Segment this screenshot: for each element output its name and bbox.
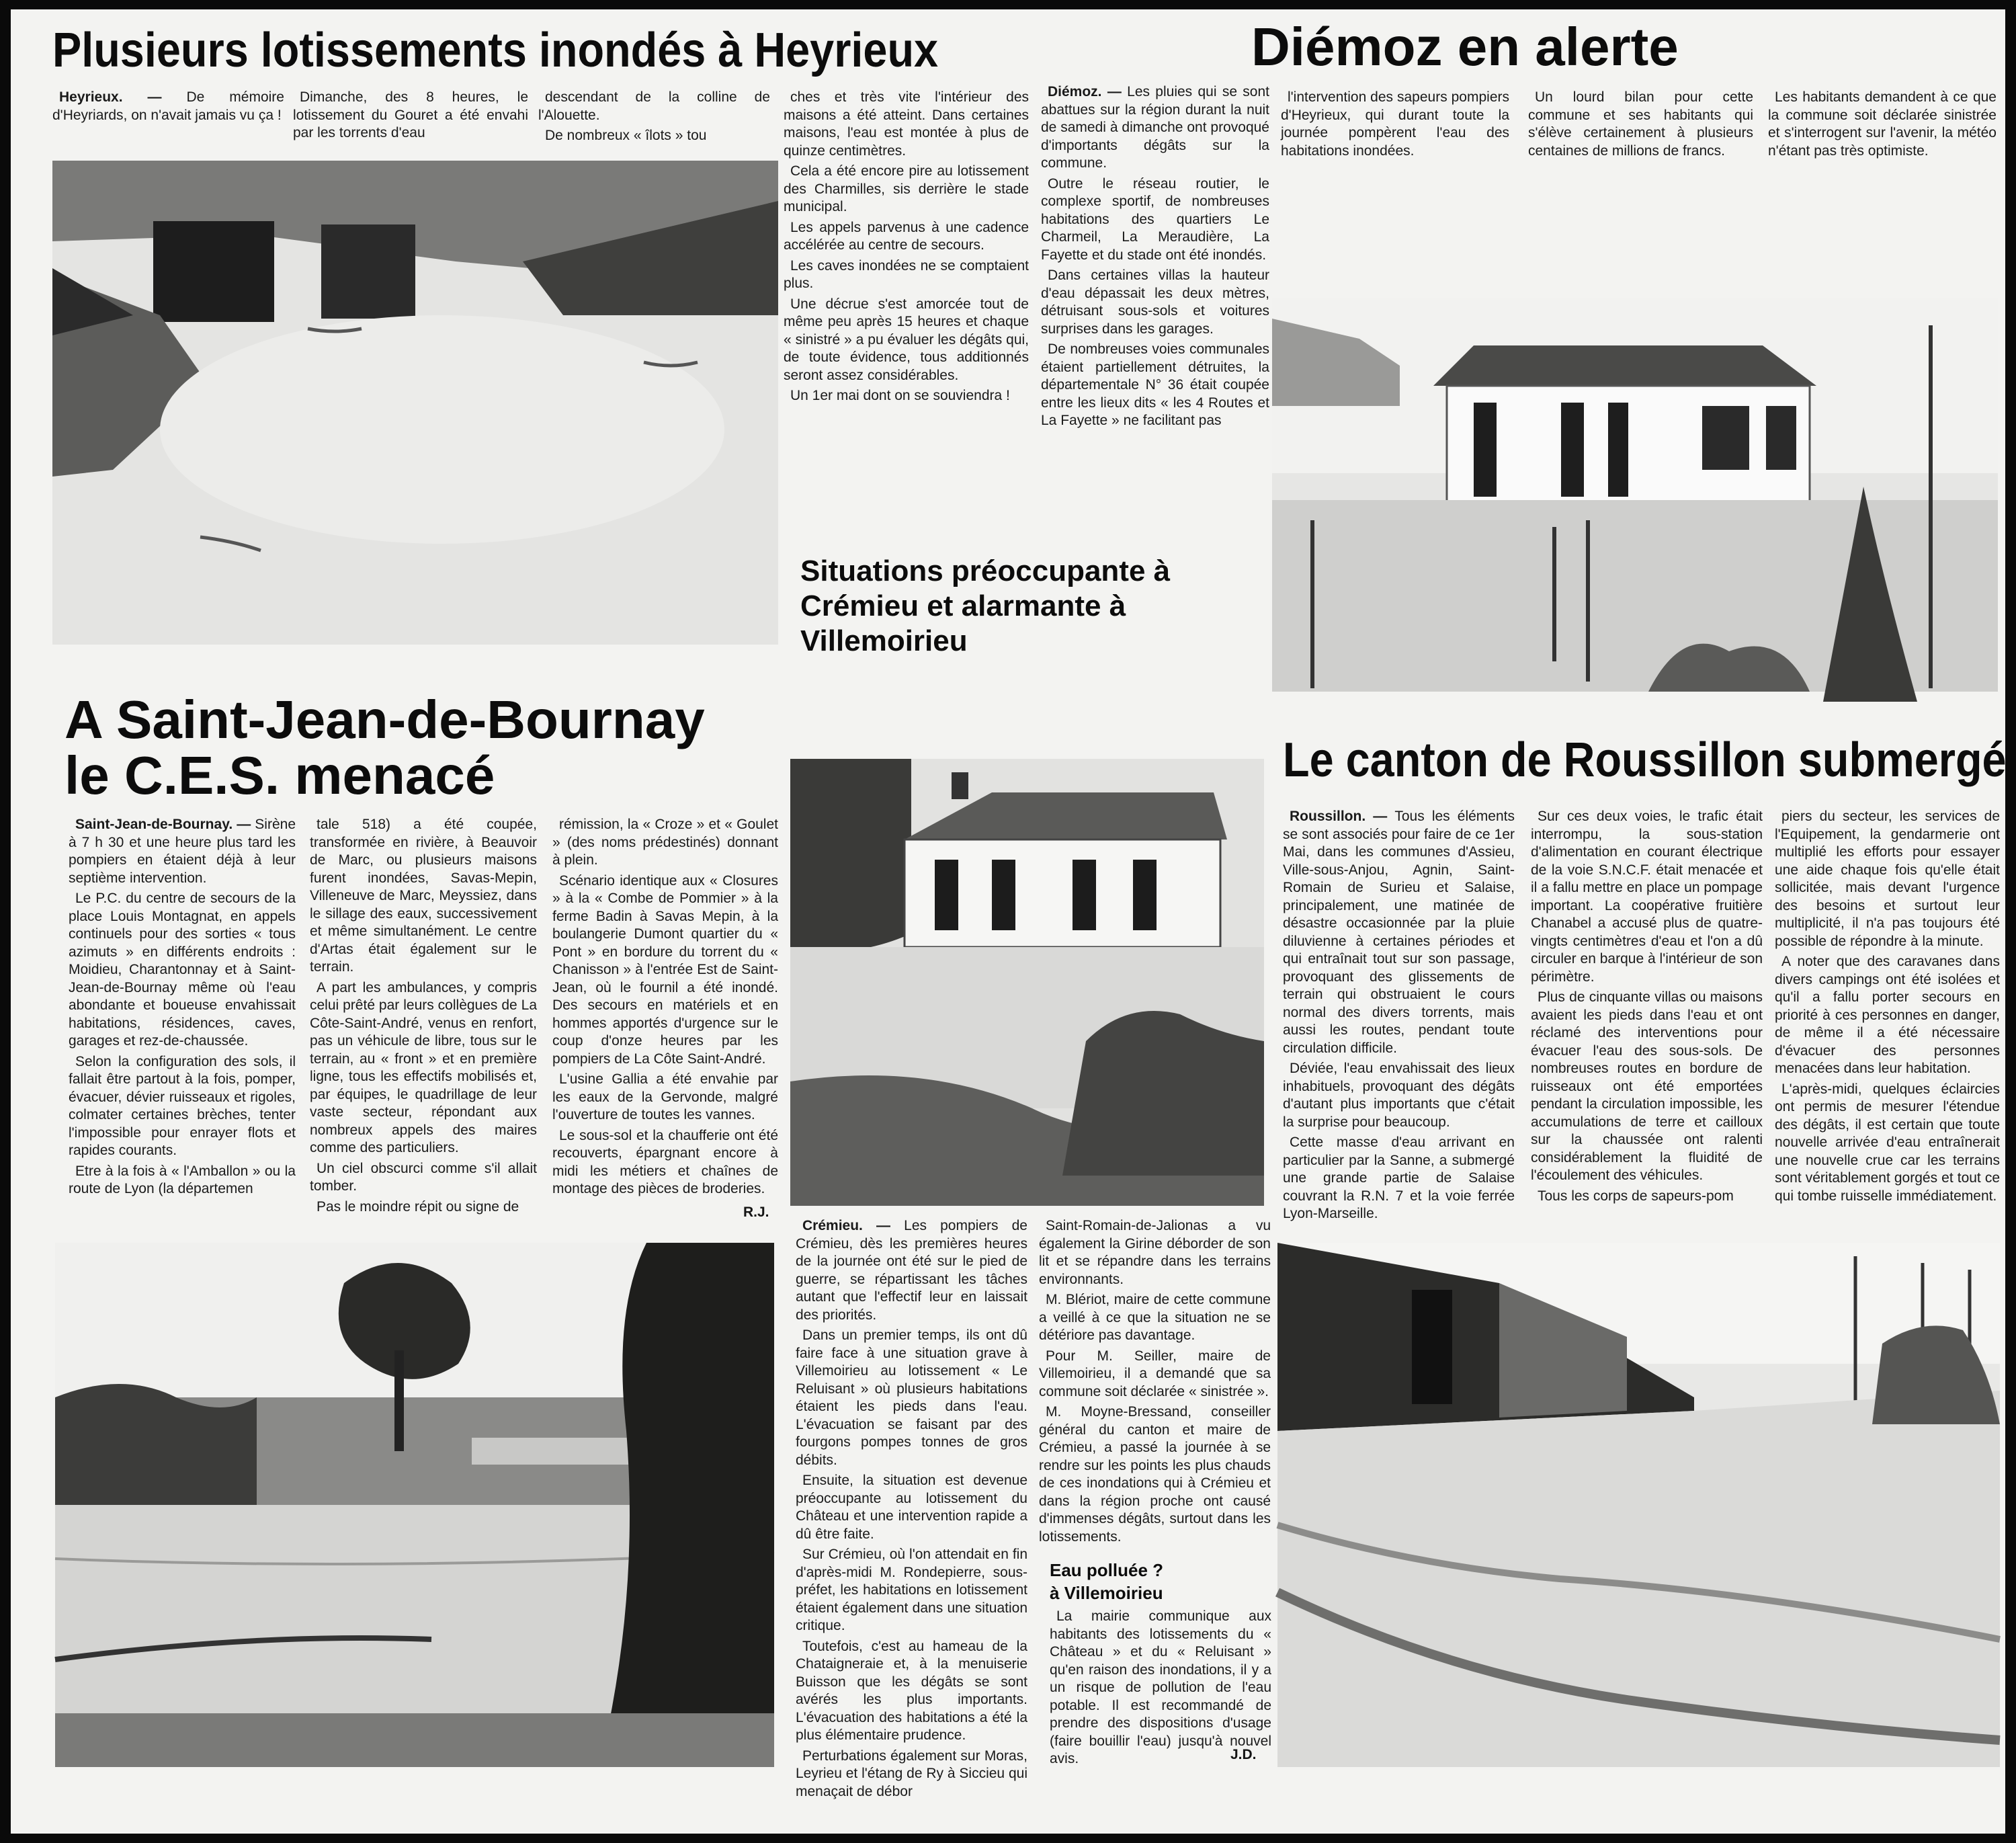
diemoz-col-1-para: Outre le réseau routier, le complexe sportif, de nombreuses habitations des quartiers Le Charmeil, La Meraudière, La Fayette et du stade ont été inondés. — [1041, 175, 1269, 263]
sjb-col-1-lead-text: Sirène à 7 h 30 et une heure plus tard les pompiers en étaient déjà à leur septième intervention. — [69, 817, 296, 886]
diemoz-col-4-text: Les habitants demandent à ce que la commune soit déclarée sinistrée et s'interrogent sur l'avenir, la météo n'étant pas très optimiste. — [1768, 89, 1997, 159]
sjb-headline-line-1: A Saint-Jean-de-Bournay — [65, 690, 705, 749]
sjb-col-1-para: Etre à la fois à « l'Amballon » ou la route de Lyon (la départemen — [69, 1163, 296, 1196]
roussillon-col-1 — [1283, 808, 1515, 1248]
heyrieux-col-2 — [293, 89, 528, 163]
roussillon-dateline: Roussillon. — — [1290, 809, 1395, 824]
newspaper-page — [11, 9, 2005, 1834]
diemoz-headline: Diémoz en alerte — [1251, 17, 1679, 77]
eau-polluee-para: La mairie communique aux habitants des lotissements du « Château » et du « Reluisant » qu'en raison des inondations, il y a un risque de pollution de l'eau potable. Il est recommandé de prendre des dispositions d'usage (faire bouillir l'eau) jusqu'à nouvel avis. — [1050, 1608, 1271, 1766]
heyrieux-col-3-para: De nombreux « îlots » tou — [545, 128, 707, 143]
diemoz-col-4 — [1768, 89, 1997, 169]
cremieu-col-1-para: Dans un premier temps, ils ont dû faire face à une situation grave à Villemoirieu au lotissement « Le Reluisant » où plusieurs habitations étaient les pieds dans l'eau. L'évacuation se faisant par des fourgons pompes tonnes de gros débits. — [796, 1327, 1027, 1468]
diemoz-col-1-para: Dans certaines villas la hauteur d'eau dépassait les deux mètres, détruisant sous-sols et voitures surprises dans les garages. — [1041, 268, 1269, 337]
roussillon-col-2-para: Plus de cinquante villas ou maisons avaient les pieds dans l'eau et ont réclamé des interventions pour évacuer l'eau des sous-sols. De nombreuses routes en bordure de ruisseaux ont été emportées pendant la circulation impossible, les accumulations de terre et cailloux sur la chaussée ont ralenti considérablement la fluidité de l'écoulement des véhicules. — [1531, 989, 1763, 1183]
heyrieux-dateline: Heyrieux. — — [59, 89, 187, 105]
roussillon-col-3 — [1775, 808, 2000, 1248]
diemoz-col-3-text: Un lourd bilan pour cette commune et ses habitants qui s'élève certainement à plusieurs centaines de millions de francs. — [1528, 89, 1753, 159]
cremieu-col-1 — [796, 1217, 1027, 1799]
sjb-col-1 — [69, 816, 296, 1226]
heyrieux-col-1-text: De mémoire d'Heyriards, on n'avait jamais vu ça ! — [52, 89, 284, 123]
cremieu-col-2-para: Pour M. Seiller, maire de Villemoirieu, il a demandé que sa commune soit déclarée « sinistrée ». — [1039, 1348, 1271, 1399]
cremieu-col-1-lead-text: Les pompiers de Crémieu, dès les premières heures de la journée ont été sur le pied de guerre, se répartissant les tâches autant que l'effectif leur en laissait des priorités. — [796, 1218, 1027, 1323]
roussillon-col-1-para: Déviée, l'eau envahissait des lieux inhabituels, provoquant des dégâts d'autant plus importants que c'était la surprise pour beaucoup. — [1283, 1061, 1515, 1130]
roussillon-col-3-para: piers du secteur, les services de l'Equipement, la gendarmerie ont multiplié les efforts pour essayer une aide chaque fois qu'elle était sollicitée, mais devant l'urgence des besoins et surtout leur multiplicité, il n'a pas toujours été possible de répondre à la minute. — [1775, 809, 2000, 949]
heyrieux-col-4-para: Une décrue s'est amorcée tout de même peu après 15 heures et chaque « sinistré » a pu évaluer les dégâts qui, de toute évidence, tous additionnés seront assez considérables. — [784, 296, 1029, 383]
cremieu-col-2-para: Saint-Romain-de-Jalionas a vu également la Girine déborder de son lit et se répandre dans les terrains environnants. — [1039, 1218, 1271, 1287]
sjb-col-3-para: Scénario identique aux « Closures » à la « Combe de Pommier » à la ferme Badin à Savas Mepin, à la boulangerie Dumont quartier du « Pont » en bordure du torrent du « Chanisson » à l'entrée Est de Saint-Jean, où le fournil a été inondé. Des secours en matériels et en hommes apportés d'urgence sur le coup d'onze heures par les pompiers de La Côte Saint-André. — [552, 872, 778, 1067]
cremieu-signature: J.D. — [1230, 1747, 1257, 1762]
diemoz-col-2 — [1281, 89, 1509, 169]
flooded-lotissement-photo — [52, 161, 778, 645]
sjb-col-2-para: Un ciel obscurci comme s'il allait tomber. — [310, 1160, 537, 1194]
heyrieux-headline: Plusieurs lotissements inondés à Heyrieux — [52, 24, 939, 77]
cremieu-col-2 — [1039, 1217, 1271, 1545]
eau-polluee-subhead-line-1: Eau polluée ? — [1050, 1560, 1164, 1580]
heyrieux-col-4 — [784, 89, 1029, 502]
sjb-signature: R.J. — [743, 1204, 769, 1220]
cremieu-col-1-para: Ensuite, la situation est devenue préoccupante au lotissement du Château et une intervention rapide a dû être faite. — [796, 1473, 1027, 1542]
diemoz-dateline: Diémoz. — — [1048, 84, 1128, 99]
diemoz-col-1-para: De nombreuses voies communales étaient partiellement détruites, la départementale N° 36 était coupée entre les lieux dits « les 4 Routes et La Fayette » ne facilitant pas — [1041, 341, 1269, 428]
heyrieux-col-2-text: Dimanche, des 8 heures, le lotissement du Gouret a été envahi par les torrents d'eau — [293, 89, 528, 140]
roussillon-headline: Le canton de Roussillon submergé — [1283, 733, 2007, 787]
diemoz-col-1-lead-text: Les pluies qui se sont abattues sur la région durant la nuit de samedi à dimanche ont provoqué d'importants dégâts sur la commune. — [1041, 84, 1269, 171]
roussillon-col-2-para: Sur ces deux voies, le trafic était interrompu, la sous-station d'alimentation en courant électrique de la voie S.N.C.F. était menacée et il a fallu mettre en place un pompage important. La coopérative fruitière Chanabel a accusé plus de quatre-vingts centimètres d'eau et l'on a dû circuler en barque à l'intérieur de son périmètre. — [1531, 809, 1763, 985]
heyrieux-col-4-para: Un 1er mai dont on se souviendra ! — [790, 388, 1010, 403]
cremieu-col-1-para: Perturbations également sur Moras, Leyrieu et l'étang de Ry à Siccieu qui menaçait de débor — [796, 1748, 1027, 1799]
sjb-col-2-para: A part les ambulances, y compris celui prêté par leurs collègues de La Côte-Saint-André, venus en renfort, pas un véhicule de libre, tous sur le terrain, au « front » et en première ligne, tous les effectifs mobilisés et, par équipes, le quadrillage de leur vaste secteur, répondant aux nombreux appels des maires comme des particuliers. — [310, 979, 537, 1155]
cremieu-section-title: Situations préoccupante à Crémieu et alarmante à Villemoirieu — [800, 555, 1171, 657]
cremieu-col-2-para: M. Blériot, maire de cette commune a veillé à ce que la situation ne se détériore pas davantage. — [1039, 1292, 1271, 1343]
sjb-col-1-para: Selon la configuration des sols, il fallait être partout à la fois, pomper, évacuer, dévier ruisseaux et rigoles, colmater certaines brèches, tenter l'impossible pour enrayer flots et rapides courants. — [69, 1053, 296, 1158]
heyrieux-col-4-para: ches et très vite l'intérieur des maisons a été atteint. Dans certaines maisons, l'eau est montée à plus de quinze centimètres. — [784, 89, 1029, 159]
cremieu-col-1-para: Sur Crémieu, où l'on attendait en fin d'après-midi M. Rondepierre, sous-préfet, les habitations en lotissement étaient également dans une situation critique. — [796, 1547, 1027, 1633]
flooded-street-photo — [1277, 1243, 2000, 1767]
sjb-dateline: Saint-Jean-de-Bournay. — — [75, 817, 255, 832]
diemoz-col-2-text: l'intervention des sapeurs pompiers d'Heyrieux, qui durant toute la journée pompèrent l'eau des habitations inondées. — [1281, 89, 1509, 159]
heyrieux-col-4-para: Les caves inondées ne se comptaient plus. — [784, 257, 1029, 291]
cremieu-col-1-para: Toutefois, c'est au hameau de la Chataigneraie et, à la menuiserie Buisson que les dégâts se sont avérés les plus importants. L'évacuation des habitations a été la plus élémentaire prudence. — [796, 1638, 1027, 1743]
flooded-house-photo — [790, 759, 1264, 1206]
heyrieux-col-4-para: Cela a été encore pire au lotissement des Charmilles, sis derrière le stade municipal. — [784, 163, 1029, 214]
flooded-park-photo — [55, 1243, 774, 1767]
roussillon-col-3-para: A noter que des caravanes dans divers campings ont été isolées et qu'il a fallu porter secours en priorité à ces personnes en danger, de même il a été nécessaire d'évacuer des personnes menacées dans leur habitation. — [1775, 954, 2000, 1076]
heyrieux-col-4-para: Les appels parvenus à une cadence accélérée au centre de secours. — [784, 219, 1029, 253]
sjb-col-1-para: Le P.C. du centre de secours de la place Louis Montagnat, en appels continuels pour des sorties « tous azimuts » en différents endroits : Moidieu, Charantonnay et à Saint-Jean-de-Bournay même où l'eau abondante et boueuse envahissait habitations, résidences, caves, garages et rez-de-chaussée. — [69, 891, 296, 1049]
diemoz-col-3 — [1528, 89, 1753, 169]
heyrieux-col-3 — [538, 89, 770, 163]
roussillon-col-2-para: Tous les corps de sapeurs-pom — [1538, 1188, 1734, 1204]
roussillon-col-1-para: Cette masse d'eau arrivant en particulier par la Sanne, a submergé une grande partie de Salaise couvrant la R.N. 7 et la voie ferrée Lyon-Marseille. — [1283, 1135, 1515, 1221]
sjb-col-3-para: rémission, la « Croze » et « Goulet » (des noms prédestinés) donnant à plein. — [552, 817, 778, 868]
diemoz-col-1 — [1041, 83, 1269, 503]
heyrieux-col-1 — [52, 89, 284, 163]
heyrieux-col-3-para: descendant de la colline de l'Alouette. — [538, 89, 770, 123]
cremieu-col-2-para: M. Moyne-Bressand, conseiller général du canton et maire de Crémieu, a passé la journée à se rendre sur les points les plus chauds de ces inondations qui à Crémieu et dans la région proche ont causé d'immenses dégâts, surtout dans les lotissements. — [1039, 1404, 1271, 1545]
sjb-col-3-para: L'usine Gallia a été envahie par les eaux de la Gervonde, malgré l'ouverture de toutes les vannes. — [552, 1071, 778, 1122]
sjb-col-2 — [310, 816, 537, 1226]
roussillon-col-3-para: L'après-midi, quelques éclaircies ont permis de mesurer l'étendue des dégâts, il est certain que toute nouvelle arrivée d'eau entraînerait une nouvelle crue car les terrains sont véritablement gorgés et tout ce qui tombe ruisselle immédiatement. — [1775, 1081, 2000, 1204]
roussillon-col-1-lead-text: Tous les éléments se sont associés pour faire de ce 1er Mai, dans les communes d'Assieu, Ville-sous-Anjou, Agnin, Saint-Romain de Surieu et Salaise, principalement, une matinée de désastre occasionnée par la pluie diluvienne à certaines périodes et qui entraînait tout sur son passage, provoquant des glissements de terrain qui obstruaient le cours normal des divers torrents, mais aussi les routes, pendant toute circulation difficile. — [1283, 809, 1515, 1056]
cremieu-dateline: Crémieu. — — [802, 1218, 905, 1233]
sjb-col-2-para: Pas le moindre répit ou signe de — [317, 1198, 519, 1215]
sjb-headline-line-2: le C.E.S. menacé — [65, 745, 495, 805]
eau-polluee-subhead-line-2: à Villemoirieu — [1050, 1583, 1163, 1603]
roussillon-col-2 — [1531, 808, 1763, 1248]
sjb-col-3-para: Le sous-sol et la chaufferie ont été recouverts, épargnant encore à midi les métiers et chaînes de montage des pièces de broderies. — [552, 1127, 778, 1196]
sjb-col-2-para: tale 518) a été coupée, transformée en rivière, à Beauvoir de Marc, ou plusieurs maisons furent inondées, Savas-Mepin, Villeneuve de Marc, Meyssiez, dans le sillage des eaux, successivement et même simultanément. Le centre d'Artas était également sur le terrain. — [310, 817, 537, 975]
flooded-villa-photo — [1272, 298, 1998, 692]
sjb-col-3 — [552, 816, 778, 1206]
